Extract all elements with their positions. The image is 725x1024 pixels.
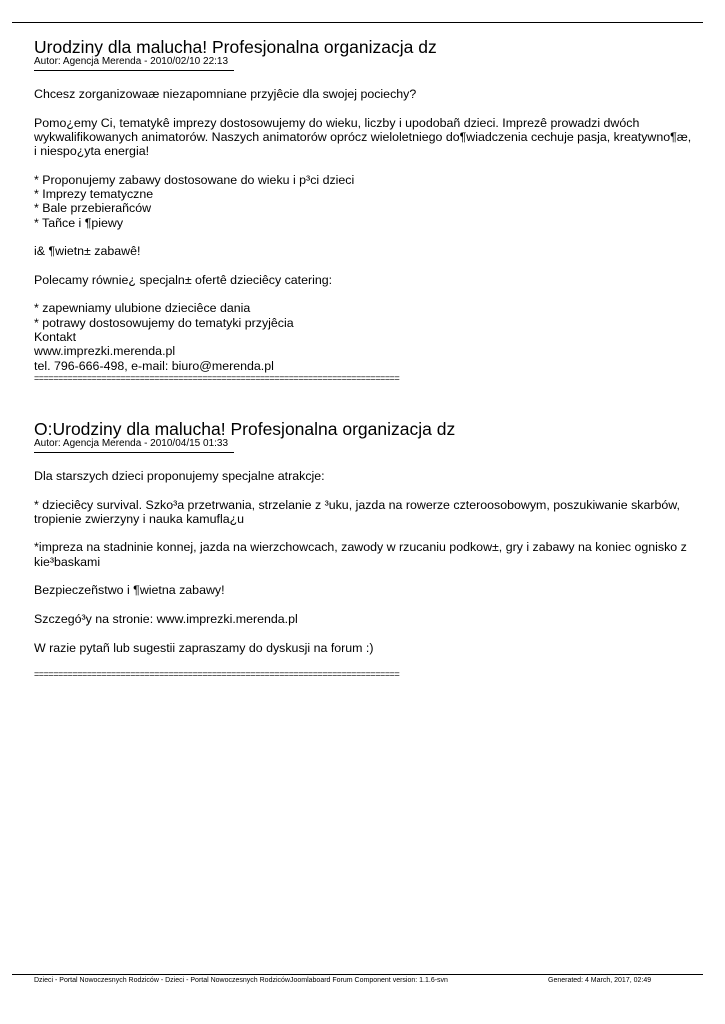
website-link[interactable]: www.imprezki.merenda.pl: [34, 344, 176, 359]
footer-generated: Generated: 4 March, 2017, 02:49: [548, 977, 652, 984]
post-paragraph: Chcesz zorganizowaæ niezapomniane przyjêcie dla swojej pociechy?: [34, 87, 417, 101]
meta-divider: [34, 452, 234, 453]
post-paragraph: Szczegó³y na stronie: www.imprezki.merenda.pl: [34, 611, 298, 626]
forum-post: [34, 420, 694, 679]
post-paragraph: Polecamy równie¿ specjaln± ofertê dzieciêcy catering:: [34, 272, 333, 287]
post-paragraph: Bezpieczeñstwo i ¶wietna zabawy!: [34, 583, 225, 598]
list-item: * Tañce i ¶piewy: [34, 215, 124, 230]
catering-list: [34, 301, 694, 372]
post-body: [34, 469, 694, 655]
post-paragraph: i& ¶wietn± zabawê!: [34, 244, 141, 259]
header-rule: [12, 22, 703, 23]
post-separator: ============================================================================: [34, 669, 400, 680]
post-paragraph: Dla starszych dzieci proponujemy specjalne atrakcje:: [34, 469, 325, 483]
contact-heading: Kontakt: [34, 330, 77, 345]
offer-list: [34, 173, 694, 230]
post-paragraph: Pomo¿emy Ci, tematykê imprezy dostosowujemy do wieku, liczby i upodobañ dzieci. Imprezê prowadzi dwóch wykwalifikowanych animatorów. Naszych animatorów oprócz wieloletniego do¶wiadczenia cechuje pasja, kreatywno¶æ, i niespo¿yta energia!: [34, 115, 692, 159]
list-item: * Bale przebierañców: [34, 201, 152, 216]
post-separator: ============================================================================: [34, 372, 400, 383]
post-title: Urodziny dla malucha! Profesjonalna organizacja dz: [34, 37, 437, 57]
post-paragraph: W razie pytañ lub sugestii zapraszamy do dyskusji na forum :): [34, 640, 374, 655]
forum-post: [34, 38, 694, 383]
post-author-date: Autor: Agencja Merenda - 2010/02/10 22:13: [34, 56, 229, 67]
contact-details: tel. 796-666-498, e-mail: biuro@merenda.pl: [34, 358, 274, 373]
footer-rule: [12, 974, 703, 975]
list-item: * zapewniamy ulubione dzieciêce dania: [34, 301, 251, 316]
post-paragraph: *impreza na stadninie konnej, jazda na wierzchowcach, zawody w rzucaniu podkow±, gry i zabawy na koniec ognisko z kie³baskami: [34, 540, 687, 569]
post-title: O:Urodziny dla malucha! Profesjonalna organizacja dz: [34, 419, 456, 439]
meta-divider: [34, 70, 234, 71]
post-paragraph: * dzieciêcy survival. Szko³a przetrwania, strzelanie z ³uku, jazda na rowerze czteroosobowym, poszukiwanie skarbów, tropienie zwierzyny i nauka kamufla¿u: [34, 497, 680, 526]
list-item: * potrawy dostosowujemy do tematyki przyjêcia: [34, 315, 294, 330]
footer-source: Dzieci - Portal Nowoczesnych Rodziców - Dzieci - Portal Nowoczesnych RodzicówJoomlaboard Forum Component version: 1.1.6-svn: [34, 977, 448, 984]
list-item: * Imprezy tematyczne: [34, 187, 154, 202]
post-author-date: Autor: Agencja Merenda - 2010/04/15 01:33: [34, 438, 229, 449]
post-body: [34, 87, 694, 373]
list-item: * Proponujemy zabawy dostosowane do wieku i p³ci dzieci: [34, 172, 355, 187]
